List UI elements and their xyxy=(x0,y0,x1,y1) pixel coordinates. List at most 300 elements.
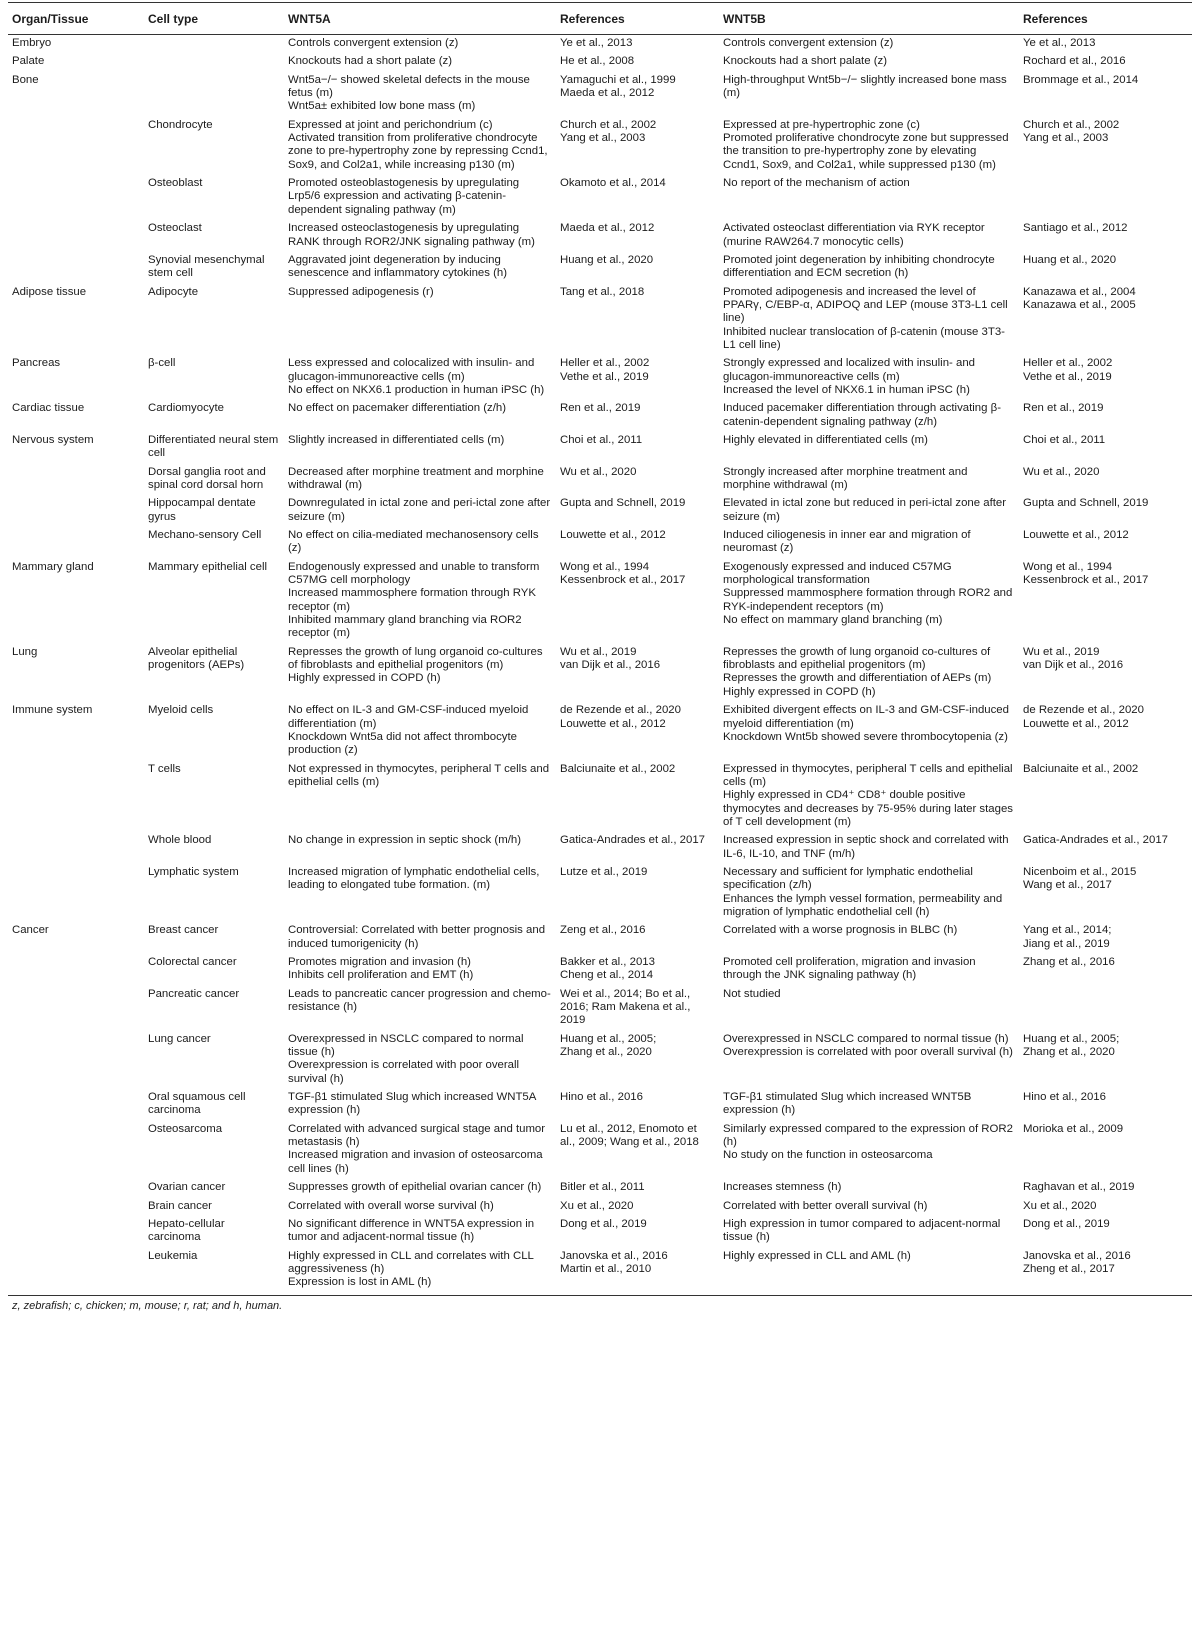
organ-cell xyxy=(8,1216,144,1248)
organ-cell: Embryo xyxy=(12,37,52,50)
wnt5a-cell xyxy=(284,1121,556,1179)
cell-line: Not expressed in thymocytes, peripheral T cells and epithelial cells (m) xyxy=(288,762,550,788)
wnt5a-cell xyxy=(284,53,556,71)
wnt5b-cell xyxy=(719,527,1019,559)
cell-line: Dong et al., 2019 xyxy=(560,1217,647,1230)
cell-line: Huang et al., 2020 xyxy=(1023,253,1117,266)
table-row xyxy=(8,1179,1192,1197)
wnt5a-cell xyxy=(284,644,556,702)
cell-line: No effect on mammary gland branching (m) xyxy=(723,614,943,627)
cell-line: Wei et al., 2014; Bo et al., 2016; Ram Makena et al., 2019 xyxy=(560,987,691,1027)
cell-line: TGF-β1 stimulated Slug which increased WNT5A expression (h) xyxy=(288,1091,536,1117)
wnt5a-cell xyxy=(284,1179,556,1197)
wnt5a-cell xyxy=(284,922,556,954)
cell-line: Zhang et al., 2016 xyxy=(1023,956,1115,968)
wnt5b-cell xyxy=(719,644,1019,702)
cell-line: Correlated with better overall survival (h) xyxy=(723,1199,928,1212)
wnt5b-cell xyxy=(719,832,1019,864)
cell-line: Similarly expressed compared to the expression of ROR2 (h) xyxy=(723,1122,1013,1149)
cell-line: Nicenboim et al., 2015 xyxy=(1023,865,1137,878)
organ-cell xyxy=(8,1248,144,1296)
organ-cell xyxy=(8,986,144,1031)
organ-cell xyxy=(8,832,144,864)
references-a-cell xyxy=(556,1031,719,1089)
cell-line: No effect on pacemaker differentiation (z/h) xyxy=(288,402,507,415)
cell-line: Hino et al., 2016 xyxy=(560,1091,643,1104)
cell-line: van Dijk et al., 2016 xyxy=(560,659,661,672)
cell-line: Knockouts had a short palate (z) xyxy=(723,55,887,68)
references-b-cell xyxy=(1019,72,1192,117)
header-references-a: References xyxy=(556,3,719,35)
cell-type-cell: T cells xyxy=(148,762,181,775)
cell-line: Suppressed mammosphere formation through ROR2 and RYK-independent receptors (m) xyxy=(723,587,1013,613)
references-a-cell xyxy=(556,761,719,833)
cell-line: Wu et al., 2020 xyxy=(1023,465,1100,478)
cell-type-cell: Hippocampal dentate gyrus xyxy=(148,497,256,523)
references-a-cell xyxy=(556,495,719,527)
cell-line: Dong et al., 2019 xyxy=(1023,1217,1110,1230)
table-row xyxy=(8,1121,1192,1179)
cell-type-cell: Osteoblast xyxy=(148,177,203,190)
cell-line: Wu et al., 2019 xyxy=(560,645,637,658)
cell-line: Slightly increased in differentiated cells (m) xyxy=(288,433,505,446)
cell-line: Overexpression is correlated with poor overall survival (h) xyxy=(723,1046,1013,1059)
cell-line: Highly elevated in differentiated cells (m) xyxy=(723,433,928,446)
cell-line: Ren et al., 2019 xyxy=(560,402,641,415)
table-row xyxy=(8,464,1192,496)
cell-type-cell xyxy=(144,72,284,117)
table-row xyxy=(8,1089,1192,1121)
wnt5a-cell xyxy=(284,117,556,175)
references-a-cell xyxy=(556,35,719,54)
cell-line: Suppresses growth of epithelial ovarian cancer (h) xyxy=(288,1181,542,1194)
table-row xyxy=(8,527,1192,559)
wnt5b-cell xyxy=(719,1198,1019,1216)
table-row xyxy=(8,72,1192,117)
references-a-cell xyxy=(556,1121,719,1179)
cell-line: Increased migration and invasion of osteosarcoma cell lines (h) xyxy=(288,1149,543,1175)
references-b-cell xyxy=(1019,252,1192,284)
cell-line: Louwette et al., 2012 xyxy=(560,529,666,542)
cell-type-cell: Adipocyte xyxy=(148,285,199,298)
organ-cell xyxy=(8,527,144,559)
cell-line: Huang et al., 2020 xyxy=(560,253,654,266)
cell-line: Choi et al., 2011 xyxy=(1023,433,1106,446)
organ-cell xyxy=(8,252,144,284)
cell-line: van Dijk et al., 2016 xyxy=(1023,659,1124,672)
cell-line: Leads to pancreatic cancer progression and chemo-resistance (h) xyxy=(288,987,551,1014)
cell-line: Choi et al., 2011 xyxy=(560,433,643,446)
cell-type-cell: β-cell xyxy=(148,357,176,370)
cell-line: Kanazawa et al., 2005 xyxy=(1023,298,1136,311)
cell-line: Tang et al., 2018 xyxy=(560,285,645,298)
wnt5a-cell xyxy=(284,464,556,496)
cell-line: Gupta and Schnell, 2019 xyxy=(1023,497,1149,510)
wnt5b-cell xyxy=(719,252,1019,284)
references-a-cell xyxy=(556,1179,719,1197)
cell-line: Yang et al., 2003 xyxy=(560,132,646,145)
table-row xyxy=(8,117,1192,175)
references-b-cell xyxy=(1019,644,1192,702)
cell-line: Controls convergent extension (z) xyxy=(723,37,894,50)
cell-line: Xu et al., 2020 xyxy=(560,1199,634,1212)
cell-line: Decreased after morphine treatment and morphine withdrawal (m) xyxy=(288,465,544,491)
wnt5b-cell xyxy=(719,1248,1019,1296)
cell-type-cell: Osteosarcoma xyxy=(148,1122,223,1135)
references-b-cell xyxy=(1019,220,1192,252)
cell-line: He et al., 2008 xyxy=(560,55,635,68)
wnt5a-cell xyxy=(284,355,556,400)
cell-type-cell: Breast cancer xyxy=(148,924,219,937)
wnt5b-cell xyxy=(719,922,1019,954)
organ-cell: Lung xyxy=(12,645,38,658)
cell-type-cell: Lymphatic system xyxy=(148,865,239,878)
references-a-cell xyxy=(556,1198,719,1216)
cell-line: Brommage et al., 2014 xyxy=(1023,73,1139,86)
cell-line: No effect on cilia-mediated mechanosensory cells (z) xyxy=(288,529,539,555)
table-row xyxy=(8,954,1192,986)
table-row xyxy=(8,644,1192,702)
organ-cell xyxy=(8,1121,144,1179)
cell-line: Heller et al., 2002 xyxy=(560,357,650,370)
cell-line: High expression in tumor compared to adjacent-normal tissue (h) xyxy=(723,1217,1001,1244)
organ-cell xyxy=(8,761,144,833)
wnt5b-cell xyxy=(719,175,1019,220)
cell-line: Louwette et al., 2012 xyxy=(1023,717,1129,730)
wnt5b-cell xyxy=(719,954,1019,986)
cell-line: Inhibits cell proliferation and EMT (h) xyxy=(288,969,474,982)
wnt5b-cell xyxy=(719,986,1019,1031)
cell-line: Wu et al., 2019 xyxy=(1023,645,1100,658)
wnt5a-cell xyxy=(284,252,556,284)
table-row xyxy=(8,1216,1192,1248)
references-a-cell xyxy=(556,864,719,922)
wnt5b-cell xyxy=(719,220,1019,252)
cell-line: Correlated with a worse prognosis in BLBC (h) xyxy=(723,924,958,937)
wnt5b-cell xyxy=(719,464,1019,496)
table-row xyxy=(8,400,1192,432)
cell-line: Necessary and sufficient for lymphatic endothelial specification (z/h) xyxy=(723,865,973,892)
table-body xyxy=(8,35,1192,1296)
references-b-cell xyxy=(1019,53,1192,71)
cell-line: Inhibited mammary gland branching via ROR2 receptor (m) xyxy=(288,614,522,640)
organ-cell xyxy=(8,1031,144,1089)
references-b-cell xyxy=(1019,864,1192,922)
cell-line: Yamaguchi et al., 1999 xyxy=(560,73,676,86)
references-a-cell xyxy=(556,954,719,986)
cell-line: Knockdown Wnt5a did not affect thrombocyte production (z) xyxy=(288,730,517,757)
cell-line: Controversial: Correlated with better prognosis and induced tumorigenicity (h) xyxy=(288,924,546,950)
wnt5a-cell xyxy=(284,220,556,252)
cell-line: Promoted osteoblastogenesis by upregulating Lrp5/6 expression and activating β-catenin-dependent signaling pathway (m) xyxy=(288,177,520,216)
wnt5a-cell xyxy=(284,761,556,833)
wnt5b-cell xyxy=(719,117,1019,175)
cell-line: Wong et al., 1994 xyxy=(1023,560,1113,573)
wnt5b-cell xyxy=(719,1216,1019,1248)
references-b-cell xyxy=(1019,832,1192,864)
cell-line: Wu et al., 2020 xyxy=(560,465,637,478)
cell-line: Exogenously expressed and induced C57MG morphological transformation xyxy=(723,560,952,587)
wnt5a-cell xyxy=(284,432,556,464)
references-b-cell xyxy=(1019,284,1192,356)
cell-line: Strongly expressed and localized with insulin- and glucagon-immunoreactive cells (m) xyxy=(723,357,976,383)
cell-type-cell: Brain cancer xyxy=(148,1199,212,1212)
header-organ: Organ/Tissue xyxy=(8,3,144,35)
organ-cell: Cancer xyxy=(12,924,49,937)
references-b-cell xyxy=(1019,1089,1192,1121)
cell-line: TGF-β1 stimulated Slug which increased WNT5B expression (h) xyxy=(723,1091,972,1117)
cell-line: Raghavan et al., 2019 xyxy=(1023,1181,1135,1194)
cell-line: Knockdown Wnt5b showed severe thrombocytopenia (z) xyxy=(723,730,1008,743)
references-b-cell xyxy=(1019,1031,1192,1089)
wnt5b-cell xyxy=(719,495,1019,527)
references-b-cell xyxy=(1019,464,1192,496)
organ-cell: Nervous system xyxy=(12,433,94,446)
cell-line: Church et al., 2002 xyxy=(560,118,657,131)
wnt5b-cell xyxy=(719,1089,1019,1121)
cell-line: Elevated in ictal zone but reduced in peri-ictal zone after seizure (m) xyxy=(723,497,1007,523)
cell-line: Controls convergent extension (z) xyxy=(288,37,459,50)
cell-line: Endogenously expressed and unable to transform C57MG cell morphology xyxy=(288,560,540,587)
cell-line: Kanazawa et al., 2004 xyxy=(1023,285,1136,298)
cell-line: Janovska et al., 2016 xyxy=(1023,1249,1131,1262)
references-a-cell xyxy=(556,922,719,954)
cell-type-cell: Differentiated neural stem cell xyxy=(148,433,279,460)
cell-line: Louwette et al., 2012 xyxy=(1023,529,1129,542)
organ-cell xyxy=(8,220,144,252)
cell-line: Gatica-Andrades et al., 2017 xyxy=(560,834,706,847)
cell-type-cell: Lung cancer xyxy=(148,1032,211,1045)
wnt5b-cell xyxy=(719,1031,1019,1089)
wnt5a-cell xyxy=(284,559,556,644)
cell-line: Activated transition from proliferative chondrocyte zone to pre-hypertrophy zone by repressing Ccnd1, Sox9, and Col2a1, while increasing p130 (m) xyxy=(288,132,548,171)
cell-line: Promoted adipogenesis and increased the level of PPARγ, C/EBP-α, ADIPOQ and LEP (mouse 3T3-L1 cell line) xyxy=(723,285,1008,325)
cell-line: No report of the mechanism of action xyxy=(723,177,910,190)
cell-line: Gupta and Schnell, 2019 xyxy=(560,497,686,510)
references-a-cell xyxy=(556,559,719,644)
cell-line: Knockouts had a short palate (z) xyxy=(288,55,452,68)
cell-line: Lutze et al., 2019 xyxy=(560,865,648,878)
cell-line: No effect on NKX6.1 production in human iPSC (h) xyxy=(288,383,545,396)
references-a-cell xyxy=(556,1248,719,1296)
cell-type-cell: Whole blood xyxy=(148,834,212,847)
cell-line: Morioka et al., 2009 xyxy=(1023,1122,1124,1135)
table-row xyxy=(8,922,1192,954)
cell-line: Highly expressed in CLL and correlates with CLL aggressiveness (h) xyxy=(288,1249,534,1275)
cell-line: Not studied xyxy=(723,987,781,1000)
cell-type-cell: Cardiomyocyte xyxy=(148,402,224,415)
cell-line: Expressed at joint and perichondrium (c) xyxy=(288,118,493,131)
wnt5b-cell xyxy=(719,761,1019,833)
cell-line: Huang et al., 2005; xyxy=(1023,1032,1120,1045)
references-b-cell xyxy=(1019,495,1192,527)
cell-line: No study on the function in osteosarcoma xyxy=(723,1149,933,1162)
cell-line: Less expressed and colocalized with insulin- and glucagon-immunoreactive cells (m) xyxy=(288,357,535,383)
references-a-cell xyxy=(556,832,719,864)
cell-type-cell: Colorectal cancer xyxy=(148,956,237,968)
wnt5a-cell xyxy=(284,284,556,356)
table-row xyxy=(8,355,1192,400)
wnt5a-cell xyxy=(284,1089,556,1121)
cell-type-cell: Chondrocyte xyxy=(148,118,213,131)
table-row xyxy=(8,432,1192,464)
references-a-cell xyxy=(556,175,719,220)
wnt5a-cell xyxy=(284,175,556,220)
table-row xyxy=(8,53,1192,71)
cell-line: Gatica-Andrades et al., 2017 xyxy=(1023,834,1169,847)
cell-line: Bitler et al., 2011 xyxy=(560,1181,645,1194)
cell-line: Increased expression in septic shock and correlated with IL-6, IL-10, and TNF (m/h) xyxy=(723,834,1009,860)
wnt5a-cell xyxy=(284,72,556,117)
cell-line: Correlated with overall worse survival (h) xyxy=(288,1199,494,1212)
table-row xyxy=(8,1198,1192,1216)
cell-type-cell: Hepato-cellular carcinoma xyxy=(148,1217,225,1244)
table-row xyxy=(8,284,1192,356)
cell-line: Wong et al., 1994 xyxy=(560,560,650,573)
cell-line: Maeda et al., 2012 xyxy=(560,87,655,100)
cell-line: Increased osteoclastogenesis by upregulating RANK through ROR2/JNK signaling pathway (m) xyxy=(288,222,535,248)
cell-line: Ye et al., 2013 xyxy=(560,37,633,50)
cell-line: Increases stemness (h) xyxy=(723,1181,842,1194)
organ-cell: Bone xyxy=(12,73,39,86)
references-b-cell xyxy=(1019,527,1192,559)
wnt5a-cell xyxy=(284,35,556,54)
references-a-cell xyxy=(556,400,719,432)
cell-line: de Rezende et al., 2020 xyxy=(560,704,681,717)
cell-line: Okamoto et al., 2014 xyxy=(560,177,666,190)
table-row xyxy=(8,175,1192,220)
references-b-cell xyxy=(1019,559,1192,644)
cell-line: Represses the growth of lung organoid co-cultures of fibroblasts and epithelial progenitors (m) xyxy=(288,645,543,672)
organ-cell xyxy=(8,864,144,922)
cell-line: Heller et al., 2002 xyxy=(1023,357,1113,370)
cell-line: Enhances the lymph vessel formation, permeability and migration of lymphatic endothelial cell (h) xyxy=(723,892,1003,918)
header-row xyxy=(8,3,1192,35)
cell-line: Yang et al., 2003 xyxy=(1023,132,1109,145)
cell-line: Santiago et al., 2012 xyxy=(1023,222,1128,235)
cell-line: Rochard et al., 2016 xyxy=(1023,55,1126,68)
cell-type-cell: Dorsal ganglia root and spinal cord dorsal horn xyxy=(148,465,266,491)
cell-line: Expressed in thymocytes, peripheral T cells and epithelial cells (m) xyxy=(723,762,1013,788)
cell-line: No change in expression in septic shock (m/h) xyxy=(288,834,521,847)
references-a-cell xyxy=(556,986,719,1031)
organ-cell: Adipose tissue xyxy=(12,285,87,298)
cell-line: Yang et al., 2014; xyxy=(1023,924,1112,937)
cell-line: Ye et al., 2013 xyxy=(1023,37,1096,50)
cell-line: Balciunaite et al., 2002 xyxy=(1023,762,1139,775)
references-a-cell xyxy=(556,117,719,175)
wnt5a-cell xyxy=(284,495,556,527)
cell-line: Highly expressed in COPD (h) xyxy=(288,672,441,685)
references-b-cell xyxy=(1019,761,1192,833)
references-a-cell xyxy=(556,464,719,496)
organ-cell xyxy=(8,495,144,527)
table-row xyxy=(8,864,1192,922)
cell-line: Inhibited nuclear translocation of β-catenin (mouse 3T3-L1 cell line) xyxy=(723,325,1005,351)
cell-type-cell: Oral squamous cell carcinoma xyxy=(148,1091,246,1117)
cell-line: Kessenbrock et al., 2017 xyxy=(1023,574,1149,587)
table-row xyxy=(8,1031,1192,1089)
cell-type-cell: Mammary epithelial cell xyxy=(148,560,268,573)
cell-line: Overexpressed in NSCLC compared to normal tissue (h) xyxy=(723,1032,1009,1045)
cell-line: Represses the growth and differentiation of AEPs (m) xyxy=(723,672,992,685)
cell-line: Promoted joint degeneration by inhibiting chondrocyte differentiation and ECM secretion (h) xyxy=(723,253,995,280)
table-row xyxy=(8,832,1192,864)
cell-line: Wnt5a± exhibited low bone mass (m) xyxy=(288,100,476,113)
cell-type-cell: Leukemia xyxy=(144,1248,284,1296)
references-b-cell xyxy=(1019,954,1192,986)
references-b-cell xyxy=(1019,1198,1192,1216)
organ-cell xyxy=(8,1198,144,1216)
references-a-cell xyxy=(556,644,719,702)
header-wnt5b: WNT5B xyxy=(719,3,1019,35)
cell-line: Expression is lost in AML (h) xyxy=(288,1276,432,1289)
cell-type-cell: Alveolar epithelial progenitors (AEPs) xyxy=(148,645,245,672)
cell-line: Highly expressed in CD4⁺ CD8⁺ double positive thymocytes and decreases by 75-95% during later stages of T cell development (m) xyxy=(723,789,1013,828)
header-wnt5a: WNT5A xyxy=(284,3,556,35)
references-b-cell xyxy=(1019,986,1192,1031)
cell-line: Balciunaite et al., 2002 xyxy=(560,762,676,775)
references-b-cell xyxy=(1019,1121,1192,1179)
wnt5a-cell xyxy=(284,1248,556,1296)
references-a-cell xyxy=(556,432,719,464)
table-row xyxy=(8,986,1192,1031)
references-b-cell xyxy=(1019,432,1192,464)
references-a-cell xyxy=(556,702,719,760)
footnote: z, zebrafish; c, chicken; m, mouse; r, rat; and h, human. xyxy=(12,1299,283,1312)
cell-line: Aggravated joint degeneration by inducing senescence and inflammatory cytokines (h) xyxy=(288,253,508,280)
table-row xyxy=(8,35,1192,54)
references-b-cell xyxy=(1019,702,1192,760)
organ-cell xyxy=(8,1179,144,1197)
cell-line: Zeng et al., 2016 xyxy=(560,924,646,937)
cell-line: Zhang et al., 2020 xyxy=(560,1046,652,1059)
cell-line: Wang et al., 2017 xyxy=(1023,879,1112,892)
table-row xyxy=(8,495,1192,527)
wnt5b-cell xyxy=(719,702,1019,760)
references-b-cell xyxy=(1019,35,1192,54)
references-a-cell xyxy=(556,53,719,71)
references-a-cell xyxy=(556,252,719,284)
references-b-cell xyxy=(1019,175,1192,220)
references-a-cell xyxy=(556,72,719,117)
references-b-cell xyxy=(1019,1179,1192,1197)
cell-type-cell: Synovial mesenchymal stem cell xyxy=(148,253,265,280)
organ-cell: Palate xyxy=(12,55,45,68)
organ-cell: Immune system xyxy=(12,704,93,717)
references-b-cell xyxy=(1019,1248,1192,1296)
cell-line: Expressed at pre-hypertrophic zone (c) xyxy=(723,118,920,131)
cell-line: Induced ciliogenesis in inner ear and migration of neuromast (z) xyxy=(723,529,971,555)
wnt5b-cell xyxy=(719,400,1019,432)
organ-cell xyxy=(8,464,144,496)
cell-line: Induced pacemaker differentiation through activating β-catenin-dependent signaling pathway (z/h) xyxy=(723,402,1001,428)
cell-line: Kessenbrock et al., 2017 xyxy=(560,574,686,587)
cell-line: Increased the level of NKX6.1 in human iPSC (h) xyxy=(723,383,970,396)
organ-cell xyxy=(8,1089,144,1121)
cell-line: Zhang et al., 2020 xyxy=(1023,1046,1115,1059)
cell-line: Bakker et al., 2013 xyxy=(560,956,655,968)
cell-line: Overexpressed in NSCLC compared to normal tissue (h) xyxy=(288,1032,524,1059)
wnt5a-cell xyxy=(284,1031,556,1089)
cell-line: No significant difference in WNT5A expression in tumor and adjacent-normal tissue (h) xyxy=(288,1217,535,1244)
references-a-cell xyxy=(556,1089,719,1121)
cell-type-cell xyxy=(144,53,284,71)
organ-cell: Pancreas xyxy=(12,357,61,370)
cell-line: Exhibited divergent effects on IL-3 and GM-CSF-induced myeloid differentiation (m) xyxy=(723,704,1009,730)
wnt5-comparison-table xyxy=(8,2,1192,1296)
wnt5a-cell xyxy=(284,1216,556,1248)
